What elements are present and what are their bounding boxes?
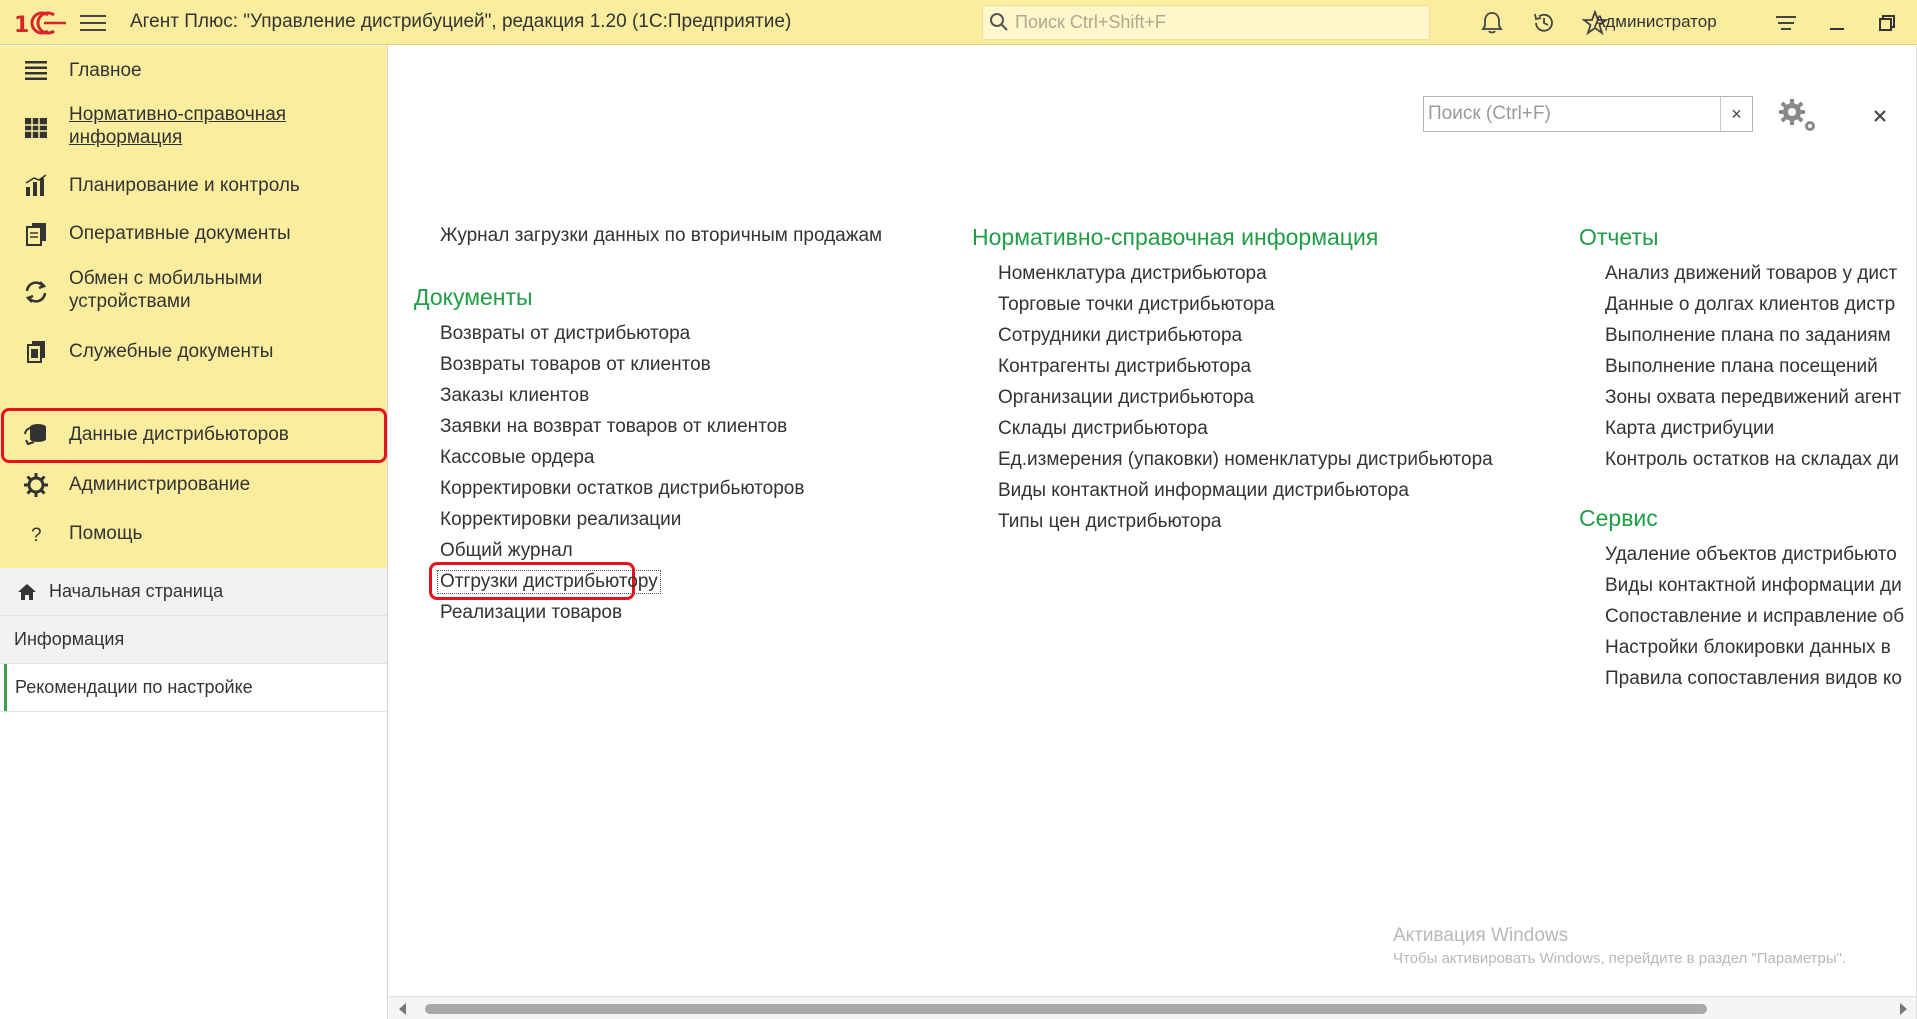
minimize-icon[interactable] <box>1822 8 1852 38</box>
link-service-matching[interactable]: Сопоставление и исправление об <box>1605 606 1905 627</box>
link-client-orders[interactable]: Заказы клиентов <box>440 385 590 406</box>
sections-panel <box>0 46 387 568</box>
section-label: Планирование и контроль <box>69 175 300 196</box>
link-report-coverage-zones[interactable]: Зоны охвата передвижений агент <box>1605 387 1902 408</box>
section-service-docs[interactable] <box>0 326 387 374</box>
section-planning[interactable] <box>0 162 387 210</box>
section-label: Служебные документы <box>69 341 274 362</box>
link-client-returns[interactable]: Возвраты товаров от клиентов <box>440 354 711 375</box>
app-title: Агент Плюс: "Управление дистрибуцией", редакция 1.20 (1С:Предприятие) <box>130 11 792 32</box>
open-window-label: Информация <box>14 629 125 649</box>
group-title-service: Сервис <box>1579 505 1658 531</box>
link-distributor-employees[interactable]: Сотрудники дистрибьютора <box>998 325 1243 346</box>
section-label: Данные дистрибьюторов <box>69 424 289 445</box>
svg-text:?: ? <box>31 525 42 546</box>
global-search-input[interactable] <box>1015 8 1415 37</box>
scroll-right-arrow-icon[interactable] <box>1900 1003 1907 1015</box>
link-distributor-contact-types[interactable]: Виды контактной информации дистрибьютора <box>998 480 1409 501</box>
question-icon <box>22 520 50 548</box>
menu-icon[interactable] <box>80 11 106 33</box>
link-distributor-price-types[interactable]: Типы цен дистрибьютора <box>998 511 1222 532</box>
bell-icon[interactable] <box>1479 10 1505 36</box>
link-service-delete-objects[interactable]: Удаление объектов дистрибьюто <box>1605 544 1897 565</box>
home-icon <box>16 581 38 603</box>
link-goods-sales[interactable]: Реализации товаров <box>440 602 623 623</box>
global-search[interactable] <box>982 5 1430 40</box>
chart-icon <box>22 172 50 200</box>
link-distributor-units[interactable]: Ед.измерения (упаковки) номенклатуры дистрибьютора <box>998 449 1493 470</box>
link-general-journal[interactable]: Общий журнал <box>440 540 573 561</box>
link-distributor-outlets[interactable]: Торговые точки дистрибьютора <box>998 294 1275 315</box>
link-report-plan-visits[interactable]: Выполнение плана посещений <box>1605 356 1878 377</box>
link-service-matching-rules[interactable]: Правила сопоставления видов ко <box>1605 668 1902 689</box>
gear-icon <box>22 471 50 499</box>
section-main[interactable] <box>0 46 387 94</box>
section-help[interactable] <box>0 510 387 560</box>
link-cash-orders[interactable]: Кассовые ордера <box>440 447 595 468</box>
link-distributor-organizations[interactable]: Организации дистрибьютора <box>998 387 1255 408</box>
open-window-home[interactable] <box>0 568 387 616</box>
1c-logo-icon <box>14 9 68 37</box>
history-icon[interactable] <box>1531 10 1557 36</box>
link-report-goods-movement[interactable]: Анализ движений товаров у дист <box>1605 263 1898 284</box>
section-label: Помощь <box>69 523 143 544</box>
service-documents-icon <box>22 338 50 366</box>
link-report-plan-tasks[interactable]: Выполнение плана по заданиям <box>1605 325 1891 346</box>
windows-activation-title: Активация Windows <box>1393 925 1569 946</box>
search-icon <box>989 12 1009 32</box>
section-label: Администрирование <box>69 474 251 495</box>
open-window-label: Начальная страница <box>49 581 224 601</box>
section-label: Нормативно-справочная информация <box>69 104 287 148</box>
settings-lines-icon[interactable] <box>1771 8 1801 38</box>
close-icon[interactable] <box>1868 104 1892 128</box>
section-operational-docs[interactable] <box>0 210 387 258</box>
restore-icon[interactable] <box>1872 8 1902 38</box>
active-window-marker <box>4 664 7 711</box>
section-label: Оперативные документы <box>69 223 291 244</box>
open-window-label: Рекомендации по настройке <box>15 677 253 697</box>
link-sales-load-journal[interactable]: Журнал загрузки данных по вторичным продажам <box>440 225 883 246</box>
open-window-recommendations[interactable] <box>0 664 387 712</box>
column-reports-clip <box>1579 196 1915 846</box>
group-title-reports: Отчеты <box>1579 224 1659 250</box>
1c-logo <box>14 9 68 37</box>
form-search-input[interactable] <box>1428 100 1708 128</box>
group-title-reference: Нормативно-справочная информация <box>972 224 1379 250</box>
link-report-distribution-map[interactable]: Карта дистрибуции <box>1605 418 1775 439</box>
section-administration[interactable] <box>0 460 387 510</box>
section-mobile-exchange[interactable] <box>0 258 387 326</box>
scroll-left-arrow-icon[interactable] <box>399 1003 406 1015</box>
link-report-client-debts[interactable]: Данные о долгах клиентов дистр <box>1605 294 1896 315</box>
main-panel <box>389 46 1917 1019</box>
link-returns-from-distributor[interactable]: Возвраты от дистрибьютора <box>440 323 691 344</box>
form-search[interactable] <box>1423 96 1753 132</box>
link-shipments-to-distributor[interactable]: Отгрузки дистрибьютору <box>437 570 661 594</box>
section-label: Главное <box>69 60 142 81</box>
scrollbar-thumb[interactable] <box>425 1004 1707 1014</box>
link-distributor-warehouses[interactable]: Склады дистрибьютора <box>998 418 1208 439</box>
link-report-stock-control[interactable]: Контроль остатков на складах ди <box>1605 449 1899 470</box>
highlight-frame-section <box>1 408 387 463</box>
windows-activation-text: Чтобы активировать Windows, перейдите в раздел "Параметры". <box>1393 950 1847 967</box>
link-distributor-nomenclature[interactable]: Номенклатура дистрибьютора <box>998 263 1267 284</box>
catalog-icon <box>22 114 50 142</box>
link-return-requests[interactable]: Заявки на возврат товаров от клиентов <box>440 416 788 437</box>
settings-gear-icon[interactable] <box>1776 96 1820 136</box>
documents-icon <box>22 220 50 248</box>
sidebar <box>0 46 388 1019</box>
horizontal-scrollbar[interactable] <box>389 996 1917 1019</box>
clear-search-button[interactable]: × <box>1720 97 1752 131</box>
list-icon <box>22 57 50 85</box>
section-reference-info[interactable] <box>0 94 387 162</box>
sync-icon <box>22 278 50 306</box>
link-service-contact-types[interactable]: Виды контактной информации ди <box>1605 575 1902 596</box>
link-service-lock-settings[interactable]: Настройки блокировки данных в <box>1605 637 1891 658</box>
section-label: Обмен с мобильными устройствами <box>69 268 263 312</box>
group-title-documents: Документы <box>414 284 533 310</box>
link-sales-adjustments[interactable]: Корректировки реализации <box>440 509 682 530</box>
user-name[interactable]: Администратор <box>1594 12 1717 31</box>
open-window-info[interactable] <box>0 616 387 664</box>
title-bar <box>0 0 1917 45</box>
link-distributor-counterparties[interactable]: Контрагенты дистрибьютора <box>998 356 1252 377</box>
svg-text:1: 1 <box>14 13 29 37</box>
link-stock-adjustments[interactable]: Корректировки остатков дистрибьюторов <box>440 478 805 499</box>
